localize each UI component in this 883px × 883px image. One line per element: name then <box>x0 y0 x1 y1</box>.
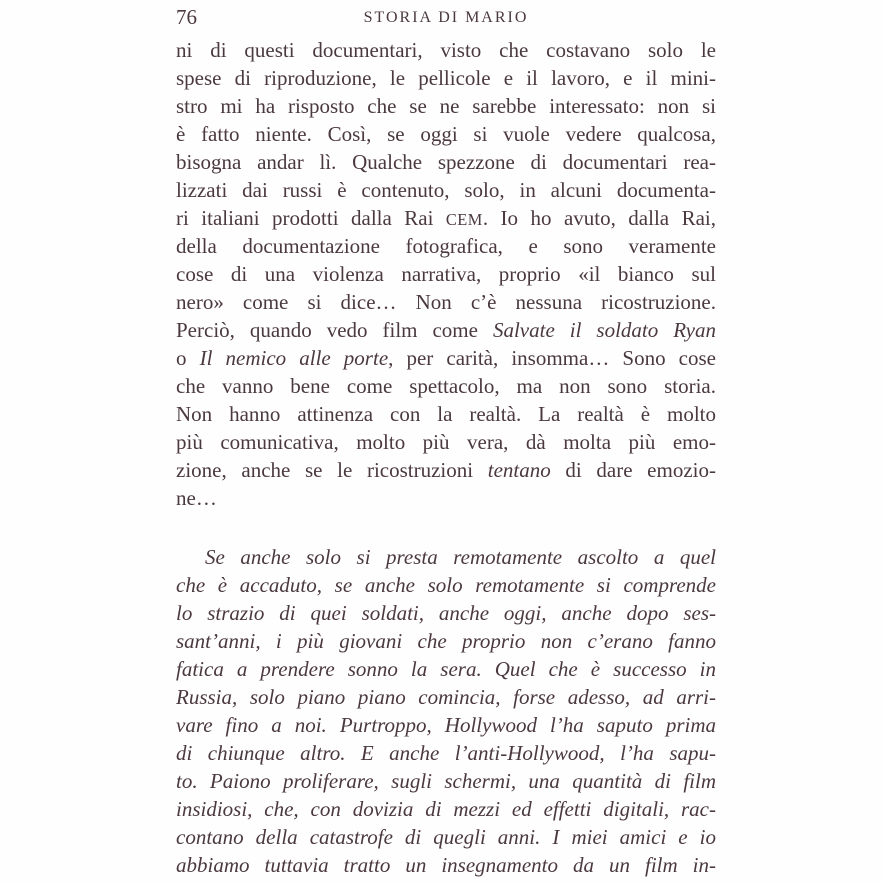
text-line: cose di una violenza narrativa, proprio «il bianco sul <box>176 262 716 286</box>
text-line: to. Paiono proliferare, sugli schermi, una quantità di film <box>176 769 716 793</box>
text-line: Perciò, quando vedo film come Salvate il soldato Ryan <box>176 318 717 342</box>
text-line: stro mi ha risposto che se ne sarebbe interessato: non si <box>176 94 716 118</box>
text-line: nero» come si dice… Non c’è nessuna ricostruzione. <box>176 290 716 314</box>
text-line: bisogna andar lì. Qualche spezzone di documentari rea- <box>176 150 716 174</box>
text-line: più comunicativa, molto più vera, dà molta più emo- <box>176 430 716 454</box>
text-line: contano della catastrofe di quegli anni. I miei amici e io <box>176 825 716 849</box>
page-text <box>176 36 716 879</box>
smallcaps-text: CEM <box>445 210 483 229</box>
paragraph-interview-answer <box>176 36 716 512</box>
text-line: Non hanno attinenza con la realtà. La realtà è molto <box>176 402 716 426</box>
text-line: ri italiani prodotti dalla Rai CEM. Io ho avuto, dalla Rai, <box>176 206 716 230</box>
text-line: lo strazio di quei soldati, anche oggi, anche dopo ses- <box>176 601 716 625</box>
text-line: Russia, solo piano piano comincia, forse adesso, ad arri- <box>176 685 716 709</box>
text-line: Se anche solo si presta remotamente ascolto a quel <box>205 545 716 569</box>
italic-text: Salvate il soldato Ryan <box>492 318 717 342</box>
text-line: insidiosi, che, con dovizia di mezzi ed effetti digitali, rac- <box>176 797 716 821</box>
text-line: che vanno bene come spettacolo, ma non sono storia. <box>176 374 716 398</box>
text-line: ni di questi documentari, visto che costavano solo le <box>176 38 716 62</box>
italic-text: Il nemico alle porte <box>199 346 389 370</box>
text-line: di chiunque altro. E anche l’anti-Hollywood, l’ha sapu- <box>176 741 716 765</box>
text-line: vare fino a noi. Purtroppo, Hollywood l’ha saputo prima <box>176 713 716 737</box>
page-header <box>176 5 716 31</box>
text-line: fatica a prendere sonno la sera. Quel che è successo in <box>176 657 716 681</box>
running-title: STORIA DI MARIO <box>363 9 529 26</box>
text-line: sant’anni, i più giovani che proprio non c’erano fanno <box>176 629 716 653</box>
text-line: che è accaduto, se anche solo remotamente si comprende <box>176 573 716 597</box>
text-line: della documentazione fotografica, e sono veramente <box>176 234 716 258</box>
text-line: ne… <box>176 486 217 510</box>
text-line: o Il nemico alle porte, per carità, insomma… Sono cose <box>176 346 716 370</box>
text-line: è fatto niente. Così, se oggi si vuole vedere qualcosa, <box>176 122 716 146</box>
page-number: 76 <box>176 5 197 29</box>
text-line: spese di riproduzione, le pellicole e il lavoro, e il mini- <box>176 66 716 90</box>
paragraph-narrator-italic <box>176 543 716 879</box>
text-line: abbiamo tuttavia tratto un insegnamento da un film in- <box>176 853 716 877</box>
text-line: zione, anche se le ricostruzioni tentano di dare emozio- <box>176 458 716 482</box>
italic-text: tentano <box>487 458 551 482</box>
text-line: lizzati dai russi è contenuto, solo, in alcuni documenta- <box>176 178 716 202</box>
